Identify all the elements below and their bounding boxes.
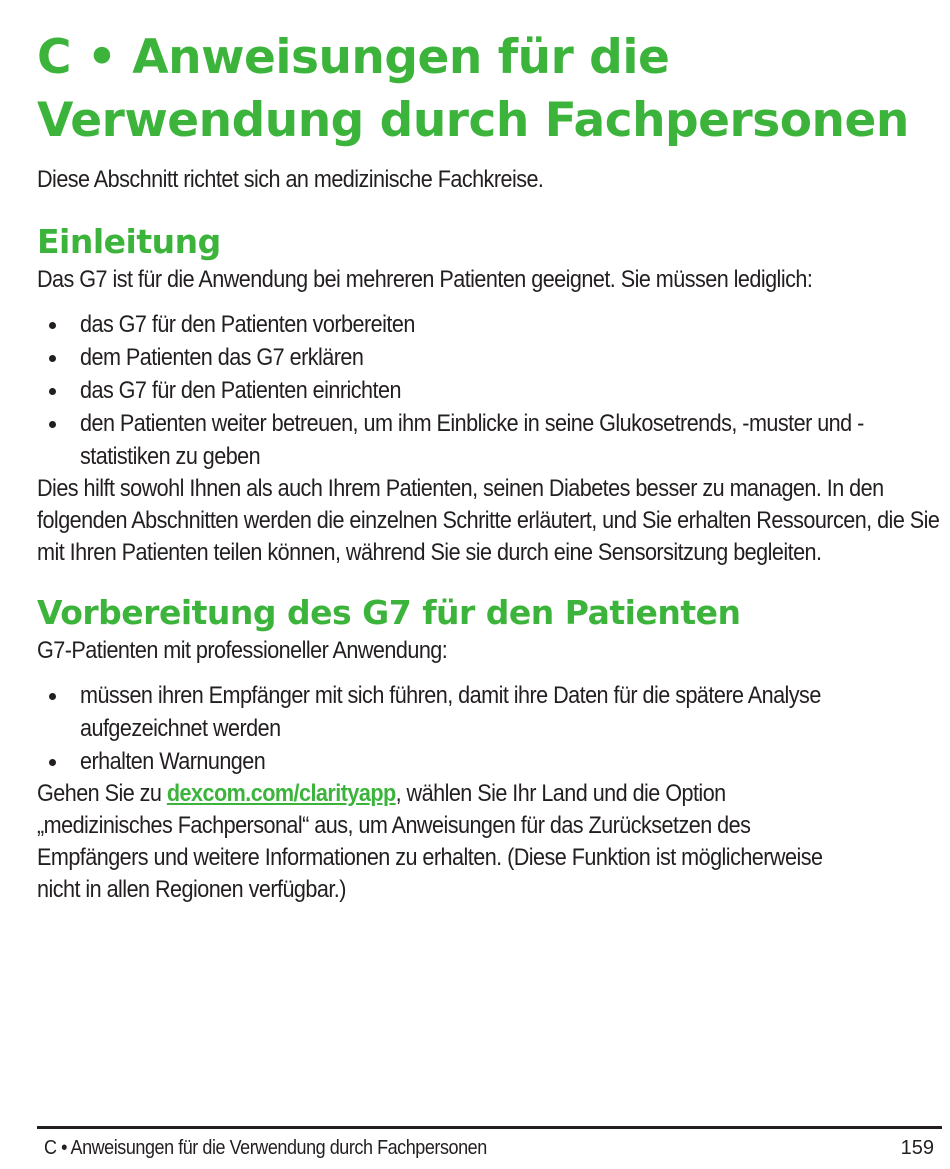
page-content: [37, 0, 942, 906]
vorbereitung-closing-wrap: [37, 778, 835, 906]
list-item-text: das G7 für den Patienten einrichten: [80, 377, 401, 404]
closing-suffix: , wählen Sie Ihr Land und die Option „medizinisches Fachpersonal“ aus, um Anweisungen für das Zurücksetzen des Empfängers und weitere Informationen zu erhalten. (Diese Funktion ist möglicherweise nicht in allen Regionen verfügbar.): [37, 780, 823, 903]
vorbereitung-lead: [37, 635, 942, 667]
list-item: [37, 679, 942, 745]
heading-einleitung: Einleitung: [37, 222, 221, 261]
heading-vorbereitung: Vorbereitung des G7 für den Patienten: [37, 593, 741, 632]
list-item-text: dem Patienten das G7 erklären: [80, 344, 364, 371]
einleitung-list: [37, 308, 942, 473]
list-item: [37, 308, 942, 341]
bullet-icon: [49, 322, 56, 329]
einleitung-lead: [37, 264, 942, 296]
vorbereitung-lead-text: G7-Patienten mit professioneller Anwendung:: [37, 637, 448, 664]
bullet-icon: [49, 355, 56, 362]
list-item: [37, 407, 942, 473]
vorbereitung-closing: [37, 778, 942, 906]
list-item-text: den Patienten weiter betreuen, um ihm Einblicke in seine Glukosetrends, -muster und -statistiken zu geben: [80, 410, 864, 470]
page-title: [37, 0, 942, 152]
intro-text: Diese Abschnitt richtet sich an medizinische Fachkreise.: [37, 166, 544, 193]
einleitung-closing-text: Dies hilft sowohl Ihnen als auch Ihrem Patienten, seinen Diabetes besser zu managen. In den folgenden Abschnitten werden die einzelnen Schritte erläutert, und Sie erhalten Ressourcen, die Sie mit Ihren Patienten teilen können, während Sie sie durch eine Sensorsitzung begleiten.: [37, 475, 940, 566]
list-item-text: müssen ihren Empfänger mit sich führen, damit ihre Daten für die spätere Analyse aufgezeichnet werden: [80, 682, 821, 742]
bullet-icon: [49, 388, 56, 395]
list-item: [37, 341, 942, 374]
page-number: 159: [900, 1137, 934, 1159]
list-item-text: erhalten Warnungen: [80, 748, 266, 775]
page-title-line-1: C • Anweisungen für die: [37, 30, 670, 85]
list-item: [37, 745, 942, 778]
einleitung-closing: [37, 473, 942, 569]
list-item: [37, 374, 942, 407]
page-title-line-2: Verwendung durch Fachpersonen: [37, 93, 909, 148]
footer-chapter: C • Anweisungen für die Verwendung durch Fachpersonen: [44, 1137, 487, 1159]
footer-divider: [37, 1126, 942, 1129]
clarityapp-link[interactable]: dexcom.com/clarityapp: [166, 780, 396, 807]
bullet-icon: [49, 759, 56, 766]
bullet-icon: [49, 421, 56, 428]
vorbereitung-list: [37, 679, 942, 778]
bullet-icon: [49, 693, 56, 700]
list-item-text: das G7 für den Patienten vorbereiten: [80, 311, 415, 338]
closing-prefix: Gehen Sie zu: [37, 780, 167, 807]
einleitung-lead-text: Das G7 ist für die Anwendung bei mehreren Patienten geeignet. Sie müssen lediglich:: [37, 266, 813, 293]
